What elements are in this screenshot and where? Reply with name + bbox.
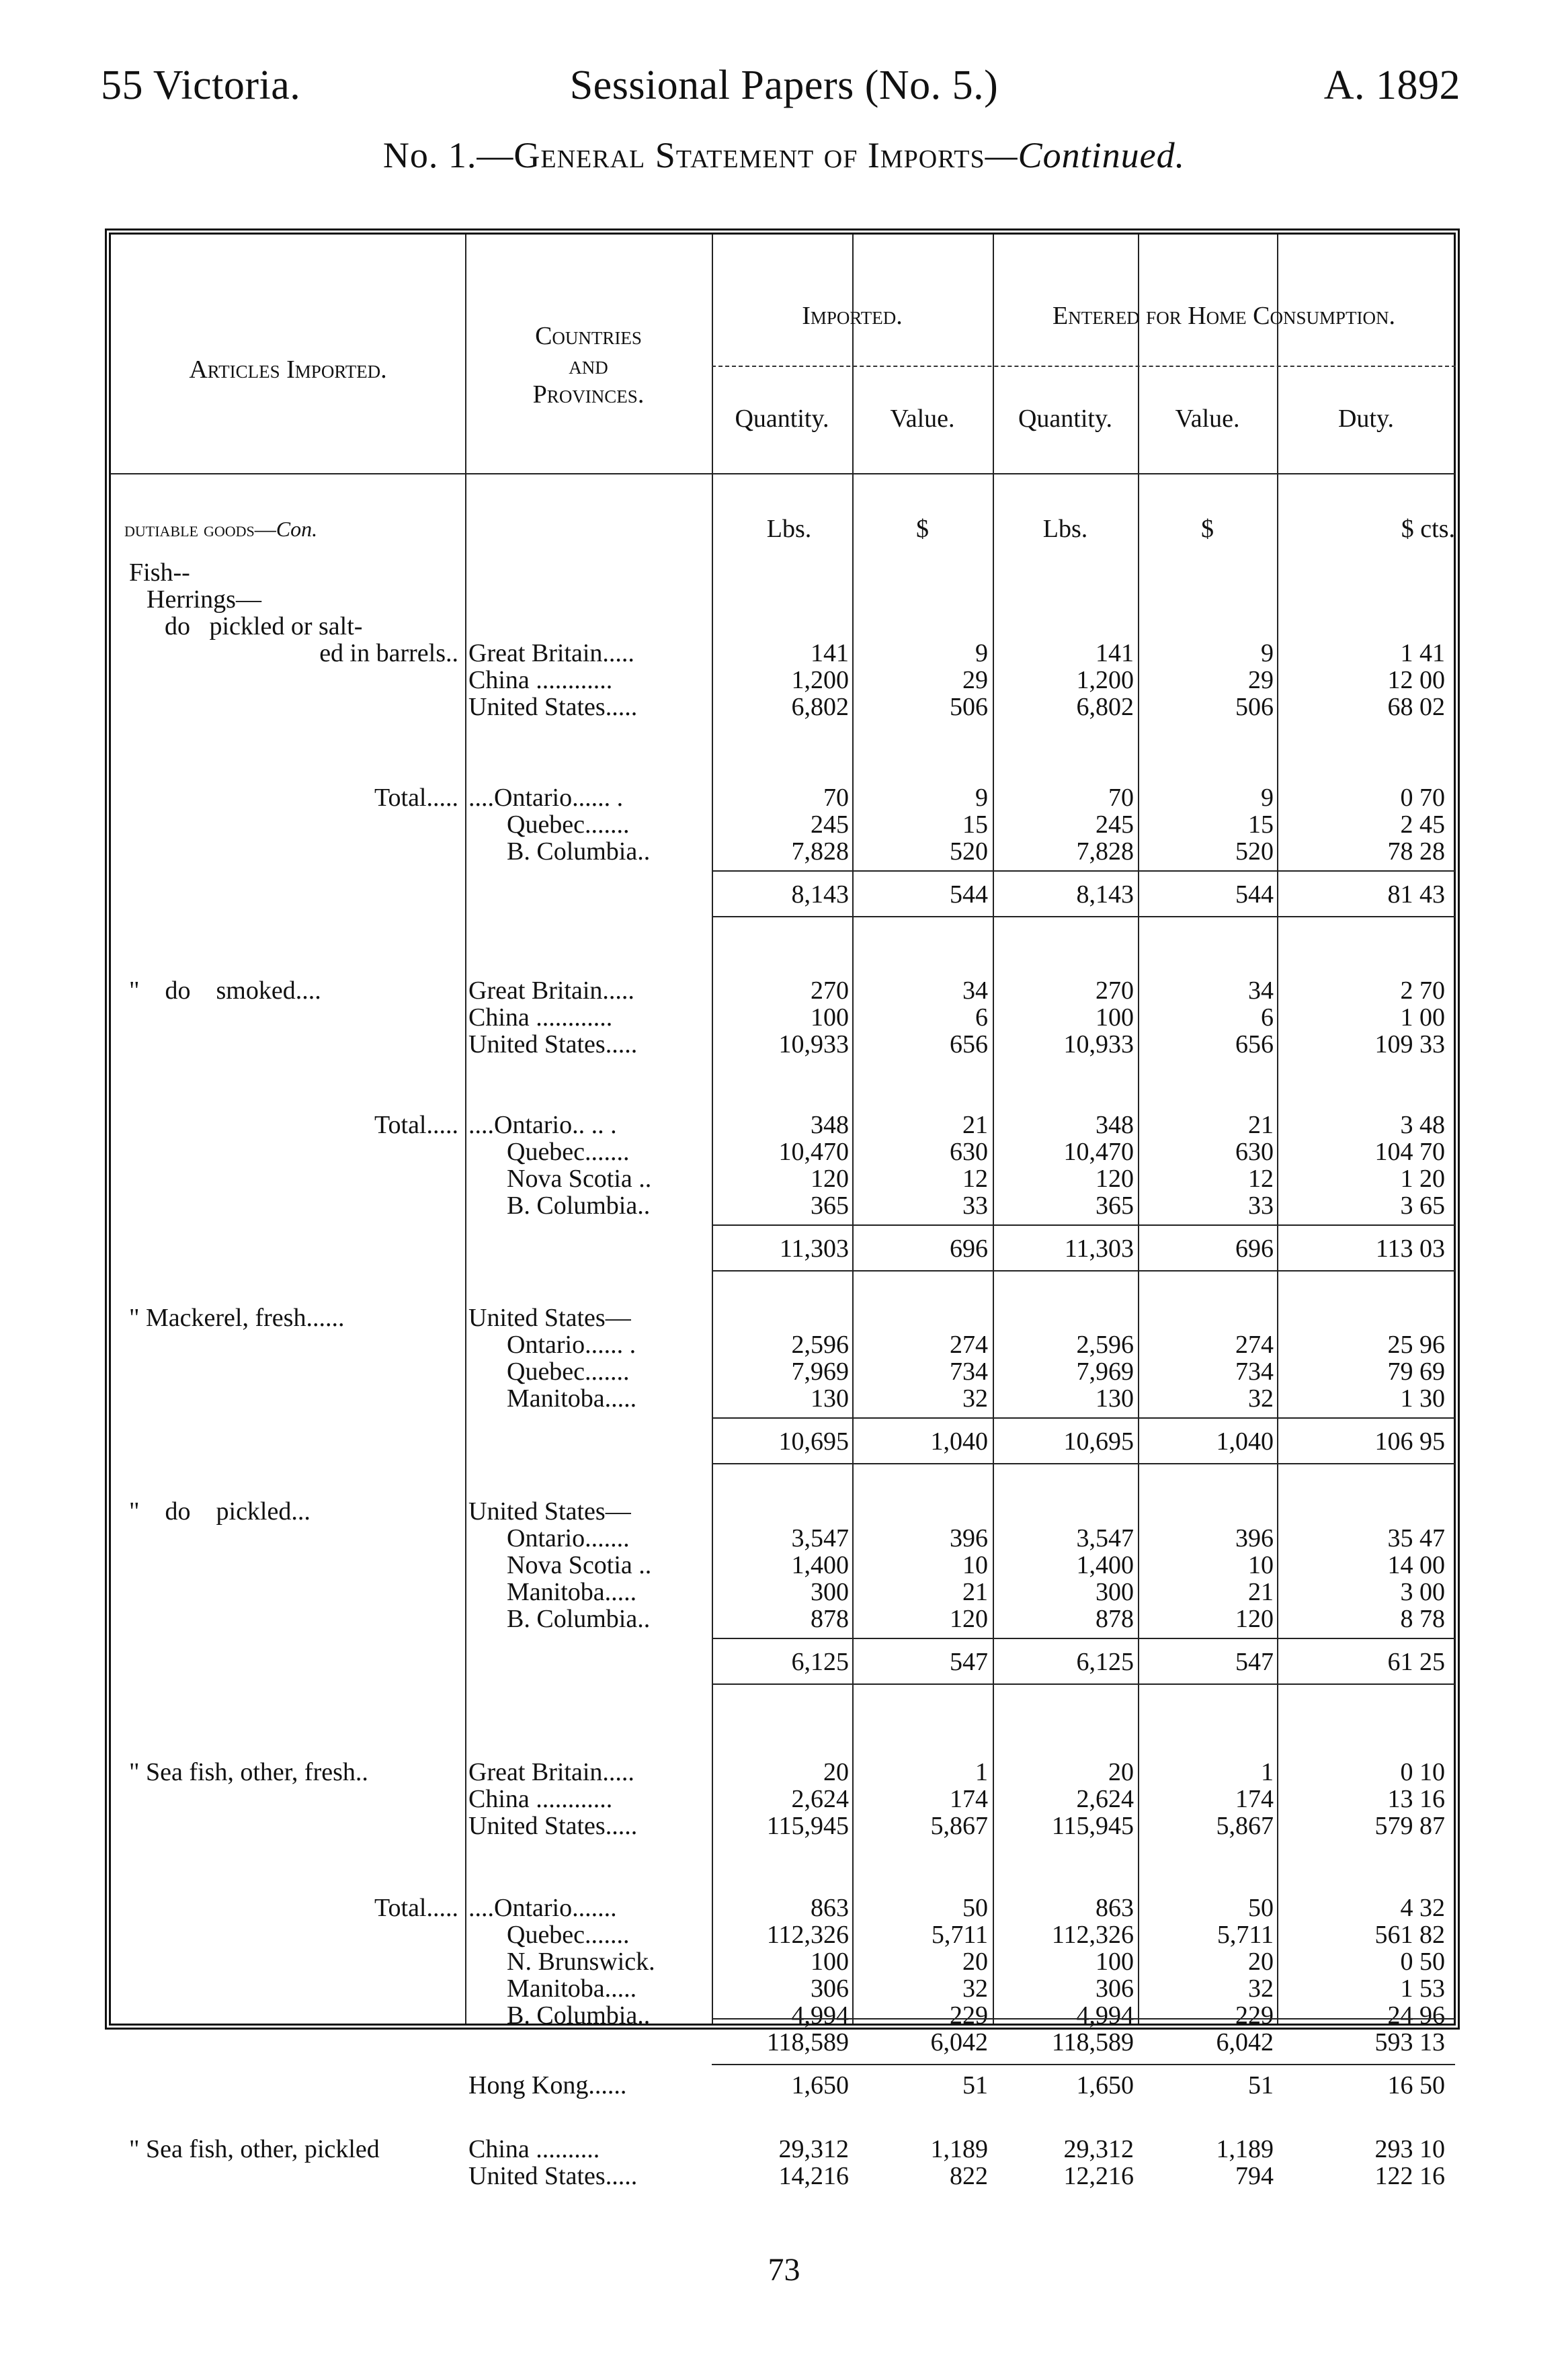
value-cell-q: 10,470 bbox=[778, 1138, 849, 1166]
value-cell-d: 25 96 bbox=[1387, 1331, 1445, 1359]
value-cell-q2: 1,200 bbox=[1076, 666, 1134, 694]
value-cell-d: 113 03 bbox=[1375, 1235, 1445, 1263]
value-cell-v2: 506 bbox=[1235, 693, 1274, 721]
value-cell-q: 2,624 bbox=[791, 1785, 849, 1813]
value-cell-v2: 396 bbox=[1235, 1524, 1274, 1552]
value-cell-v2: 5,867 bbox=[1216, 1812, 1274, 1840]
value-cell-d: 35 47 bbox=[1387, 1524, 1445, 1552]
label-herrings-pickled-2: ed in barrels.. bbox=[319, 639, 458, 667]
value-cell-d: 579 87 bbox=[1374, 1812, 1445, 1840]
value-cell-q: 300 bbox=[811, 1578, 849, 1606]
value-cell-v: 5,711 bbox=[931, 1921, 988, 1949]
col-quantity2: Quantity. bbox=[1018, 405, 1112, 433]
value-cell-d: 593 13 bbox=[1374, 2028, 1445, 2056]
label-seafish-fresh: " Sea fish, other, fresh.. bbox=[129, 1758, 368, 1786]
country-cell: Ontario...... . bbox=[468, 1331, 636, 1359]
value-cell-q: 130 bbox=[811, 1384, 849, 1413]
value-cell-q2: 7,969 bbox=[1076, 1358, 1134, 1386]
country-cell: Quebec....... bbox=[468, 810, 630, 839]
value-cell-q2: 1,650 bbox=[1076, 2071, 1134, 2099]
value-cell-v2: 1,189 bbox=[1216, 2135, 1274, 2163]
value-cell-d: 81 43 bbox=[1387, 880, 1445, 909]
rule-group bbox=[712, 366, 1456, 367]
value-cell-v2: 34 bbox=[1248, 976, 1274, 1005]
value-cell-q2: 130 bbox=[1096, 1384, 1134, 1413]
value-cell-v2: 656 bbox=[1235, 1030, 1274, 1058]
value-cell-v: 656 bbox=[950, 1030, 988, 1058]
value-cell-v: 822 bbox=[950, 2162, 988, 2190]
value-cell-q2: 6,802 bbox=[1076, 693, 1134, 721]
value-cell-d: 16 50 bbox=[1387, 2071, 1445, 2099]
value-cell-v2: 174 bbox=[1235, 1785, 1274, 1813]
value-cell-v: 29 bbox=[962, 666, 988, 694]
value-cell-v2: 29 bbox=[1248, 666, 1274, 694]
value-cell-v: 32 bbox=[962, 1384, 988, 1413]
value-cell-v2: 33 bbox=[1248, 1192, 1274, 1220]
value-cell-v: 9 bbox=[975, 784, 988, 812]
value-cell-q2: 100 bbox=[1096, 1948, 1134, 1976]
running-head-left: 55 Victoria. bbox=[101, 63, 301, 108]
value-cell-d: 61 25 bbox=[1387, 1648, 1445, 1676]
country-cell: Quebec....... bbox=[468, 1358, 630, 1386]
rule-header bbox=[111, 473, 1455, 474]
value-cell-d: 14 00 bbox=[1387, 1551, 1445, 1579]
value-cell-d: 3 00 bbox=[1400, 1578, 1445, 1606]
value-cell-q2: 365 bbox=[1096, 1192, 1134, 1220]
value-cell-v2: 520 bbox=[1235, 837, 1274, 866]
col-articles: Articles Imported. bbox=[189, 356, 387, 384]
value-cell-q2: 270 bbox=[1096, 976, 1134, 1005]
country-cell: United States— bbox=[468, 1304, 631, 1332]
value-cell-v2: 6,042 bbox=[1216, 2028, 1274, 2056]
value-cell-v: 10 bbox=[962, 1551, 988, 1579]
value-cell-v: 15 bbox=[962, 810, 988, 839]
value-cell-q2: 29,312 bbox=[1063, 2135, 1134, 2163]
rule-value bbox=[993, 235, 994, 2024]
value-cell-v: 32 bbox=[962, 1974, 988, 2003]
country-cell: B. Columbia.. bbox=[468, 837, 651, 866]
value-cell-v2: 10 bbox=[1248, 1551, 1274, 1579]
value-cell-v2: 5,711 bbox=[1216, 1921, 1274, 1949]
value-cell-v: 5,867 bbox=[930, 1812, 988, 1840]
value-cell-q2: 348 bbox=[1096, 1111, 1134, 1139]
country-cell: Great Britain..... bbox=[468, 976, 634, 1005]
value-cell-q2: 100 bbox=[1096, 1003, 1134, 1032]
value-cell-d: 68 02 bbox=[1387, 693, 1445, 721]
value-cell-q: 141 bbox=[811, 639, 849, 667]
value-cell-q: 245 bbox=[811, 810, 849, 839]
value-cell-q: 115,945 bbox=[766, 1812, 849, 1840]
value-cell-q2: 245 bbox=[1096, 810, 1134, 839]
country-cell: United States..... bbox=[468, 1030, 638, 1058]
value-cell-v2: 544 bbox=[1235, 880, 1274, 909]
value-cell-d: 109 33 bbox=[1374, 1030, 1445, 1058]
value-cell-v: 1 bbox=[975, 1758, 988, 1786]
value-cell-v2: 21 bbox=[1248, 1578, 1274, 1606]
value-cell-v: 33 bbox=[962, 1192, 988, 1220]
value-cell-v2: 547 bbox=[1235, 1648, 1274, 1676]
value-cell-q2: 2,596 bbox=[1076, 1331, 1134, 1359]
value-cell-q: 11,303 bbox=[779, 1235, 849, 1263]
country-cell: B. Columbia.. bbox=[468, 1192, 651, 1220]
value-cell-q: 120 bbox=[811, 1165, 849, 1193]
value-cell-v: 20 bbox=[962, 1948, 988, 1976]
country-cell: ....Ontario...... . bbox=[468, 784, 624, 812]
value-cell-d: 78 28 bbox=[1387, 837, 1445, 866]
label-fish: Fish-- bbox=[129, 558, 190, 587]
label-seafish-pickled: " Sea fish, other, pickled bbox=[129, 2135, 380, 2163]
value-cell-v2: 229 bbox=[1235, 2001, 1274, 2030]
value-cell-v2: 9 bbox=[1261, 639, 1274, 667]
value-cell-v2: 32 bbox=[1248, 1384, 1274, 1413]
unit-quantity2: Lbs. bbox=[1042, 515, 1088, 543]
value-cell-q2: 115,945 bbox=[1051, 1812, 1134, 1840]
country-cell: China ............ bbox=[468, 1785, 613, 1813]
value-cell-v2: 21 bbox=[1248, 1111, 1274, 1139]
country-cell: China ............ bbox=[468, 1003, 613, 1032]
value-cell-v: 696 bbox=[950, 1235, 988, 1263]
value-cell-d: 1 41 bbox=[1400, 639, 1445, 667]
value-cell-d: 3 65 bbox=[1400, 1192, 1445, 1220]
country-cell: Manitoba..... bbox=[468, 1974, 637, 2003]
value-cell-q2: 878 bbox=[1096, 1605, 1134, 1633]
value-cell-q: 6,125 bbox=[791, 1648, 849, 1676]
value-cell-v2: 696 bbox=[1235, 1235, 1274, 1263]
country-cell: United States..... bbox=[468, 693, 638, 721]
label-mackerel-fresh: " Mackerel, fresh...... bbox=[129, 1304, 345, 1332]
value-cell-v: 274 bbox=[950, 1331, 988, 1359]
value-cell-d: 1 00 bbox=[1400, 1003, 1445, 1032]
rule-countries bbox=[712, 235, 713, 2024]
country-cell: Hong Kong...... bbox=[468, 2071, 627, 2099]
value-cell-d: 0 10 bbox=[1400, 1758, 1445, 1786]
value-cell-d: 0 50 bbox=[1400, 1948, 1445, 1976]
statement-table bbox=[105, 228, 1460, 2190]
value-cell-v: 544 bbox=[950, 880, 988, 909]
label-mackerel-pickled: " do pickled... bbox=[129, 1497, 311, 1526]
value-cell-q: 306 bbox=[811, 1974, 849, 2003]
running-head-right: A. 1892 bbox=[1323, 63, 1460, 108]
country-cell: Manitoba..... bbox=[468, 1578, 637, 1606]
page-number: 73 bbox=[768, 2252, 800, 2288]
col-countries: Countries and Provinces. bbox=[532, 322, 645, 409]
value-cell-q2: 11,303 bbox=[1064, 1235, 1134, 1263]
value-cell-q2: 10,470 bbox=[1063, 1138, 1134, 1166]
value-cell-v2: 32 bbox=[1248, 1974, 1274, 2003]
value-cell-v: 396 bbox=[950, 1524, 988, 1552]
value-cell-q2: 300 bbox=[1096, 1578, 1134, 1606]
country-cell: Manitoba..... bbox=[468, 1384, 637, 1413]
value-cell-v: 9 bbox=[975, 639, 988, 667]
total-rule bbox=[712, 1224, 1455, 1226]
value-cell-d: 0 70 bbox=[1400, 784, 1445, 812]
value-cell-q: 20 bbox=[823, 1758, 849, 1786]
unit-value2: $ bbox=[1201, 515, 1214, 543]
value-cell-q: 1,650 bbox=[791, 2071, 849, 2099]
value-cell-d: 2 45 bbox=[1400, 810, 1445, 839]
value-cell-v: 174 bbox=[950, 1785, 988, 1813]
value-cell-v2: 9 bbox=[1261, 784, 1274, 812]
value-cell-d: 106 95 bbox=[1374, 1427, 1445, 1456]
value-cell-q2: 6,125 bbox=[1076, 1648, 1134, 1676]
value-cell-q: 7,969 bbox=[791, 1358, 849, 1386]
value-cell-d: 3 48 bbox=[1400, 1111, 1445, 1139]
value-cell-d: 12 00 bbox=[1387, 666, 1445, 694]
value-cell-q2: 118,589 bbox=[1051, 2028, 1134, 2056]
running-head-center: Sessional Papers (No. 5.) bbox=[569, 63, 999, 108]
value-cell-q2: 141 bbox=[1096, 639, 1134, 667]
country-cell: Nova Scotia .. bbox=[468, 1165, 652, 1193]
section-label: dutiable goods—Con. bbox=[124, 517, 318, 541]
value-cell-q: 270 bbox=[811, 976, 849, 1005]
value-cell-d: 1 20 bbox=[1400, 1165, 1445, 1193]
value-cell-q: 10,933 bbox=[778, 1030, 849, 1058]
value-cell-q: 4,994 bbox=[791, 2001, 849, 2030]
table-title: No. 1.—General Statement of Imports—Continued. bbox=[382, 135, 1186, 175]
value-cell-q2: 70 bbox=[1108, 784, 1134, 812]
value-cell-d: 1 30 bbox=[1400, 1384, 1445, 1413]
value-cell-v2: 1,040 bbox=[1216, 1427, 1274, 1456]
value-cell-v: 6 bbox=[975, 1003, 988, 1032]
total-rule bbox=[712, 1638, 1455, 1639]
value-cell-v: 34 bbox=[962, 976, 988, 1005]
value-cell-q: 6,802 bbox=[791, 693, 849, 721]
country-cell: Quebec....... bbox=[468, 1138, 630, 1166]
value-cell-v: 21 bbox=[962, 1111, 988, 1139]
col-duty: Duty. bbox=[1337, 405, 1395, 433]
total-rule bbox=[712, 870, 1455, 872]
value-cell-q: 100 bbox=[811, 1948, 849, 1976]
group-imported: Imported. bbox=[802, 302, 903, 330]
value-cell-v2: 20 bbox=[1248, 1948, 1274, 1976]
value-cell-v2: 15 bbox=[1248, 810, 1274, 839]
total-rule bbox=[712, 1463, 1455, 1464]
value-cell-v: 547 bbox=[950, 1648, 988, 1676]
value-cell-v: 120 bbox=[950, 1605, 988, 1633]
total-rule bbox=[712, 2064, 1455, 2065]
value-cell-q: 365 bbox=[811, 1192, 849, 1220]
total-rule bbox=[712, 1683, 1455, 1685]
value-cell-q2: 8,143 bbox=[1076, 880, 1134, 909]
value-cell-q2: 20 bbox=[1108, 1758, 1134, 1786]
value-cell-q2: 120 bbox=[1096, 1165, 1134, 1193]
value-cell-q: 878 bbox=[811, 1605, 849, 1633]
value-cell-v2: 6 bbox=[1261, 1003, 1274, 1032]
value-cell-d: 2 70 bbox=[1400, 976, 1445, 1005]
value-cell-d: 104 70 bbox=[1374, 1138, 1445, 1166]
label-total: Total..... bbox=[374, 1111, 458, 1139]
country-cell: United States..... bbox=[468, 2162, 638, 2190]
country-cell: Great Britain..... bbox=[468, 639, 634, 667]
value-cell-q: 14,216 bbox=[778, 2162, 849, 2190]
value-cell-v2: 51 bbox=[1248, 2071, 1274, 2099]
value-cell-q2: 2,624 bbox=[1076, 1785, 1134, 1813]
label-total: Total..... bbox=[374, 784, 458, 812]
country-cell: ....Ontario....... bbox=[468, 1894, 617, 1922]
value-cell-q: 348 bbox=[811, 1111, 849, 1139]
value-cell-d: 1 53 bbox=[1400, 1974, 1445, 2003]
value-cell-v: 50 bbox=[962, 1894, 988, 1922]
label-total: Total..... bbox=[374, 1894, 458, 1922]
value-cell-q: 8,143 bbox=[791, 880, 849, 909]
col-value: Value. bbox=[890, 405, 955, 433]
total-rule bbox=[712, 916, 1455, 917]
total-rule bbox=[712, 1417, 1455, 1419]
unit-value: $ bbox=[916, 515, 929, 543]
unit-quantity: Lbs. bbox=[766, 515, 812, 543]
value-cell-q2: 10,695 bbox=[1063, 1427, 1134, 1456]
value-cell-q2: 7,828 bbox=[1076, 837, 1134, 866]
value-cell-q2: 306 bbox=[1096, 1974, 1134, 2003]
value-cell-d: 79 69 bbox=[1387, 1358, 1445, 1386]
total-rule bbox=[712, 1270, 1455, 1272]
country-cell: ....Ontario.. .. . bbox=[468, 1111, 617, 1139]
value-cell-v: 6,042 bbox=[930, 2028, 988, 2056]
value-cell-d: 293 10 bbox=[1374, 2135, 1445, 2163]
value-cell-q2: 4,994 bbox=[1076, 2001, 1134, 2030]
country-cell: Nova Scotia .. bbox=[468, 1551, 652, 1579]
value-cell-v: 506 bbox=[950, 693, 988, 721]
value-cell-v2: 734 bbox=[1235, 1358, 1274, 1386]
total-rule bbox=[712, 2018, 1455, 2020]
country-cell: Ontario....... bbox=[468, 1524, 630, 1552]
value-cell-q2: 3,547 bbox=[1076, 1524, 1134, 1552]
value-cell-q: 10,695 bbox=[778, 1427, 849, 1456]
country-cell: China ............ bbox=[468, 666, 613, 694]
value-cell-v2: 50 bbox=[1248, 1894, 1274, 1922]
value-cell-q2: 112,326 bbox=[1051, 1921, 1134, 1949]
value-cell-d: 561 82 bbox=[1374, 1921, 1445, 1949]
value-cell-v: 21 bbox=[962, 1578, 988, 1606]
col-value2: Value. bbox=[1175, 405, 1240, 433]
country-cell: Quebec....... bbox=[468, 1921, 630, 1949]
country-cell: Great Britain..... bbox=[468, 1758, 634, 1786]
value-cell-v2: 794 bbox=[1235, 2162, 1274, 2190]
value-cell-v: 1,040 bbox=[930, 1427, 988, 1456]
value-cell-d: 4 32 bbox=[1400, 1894, 1445, 1922]
country-cell: China .......... bbox=[468, 2135, 600, 2163]
value-cell-v2: 120 bbox=[1235, 1605, 1274, 1633]
value-cell-d: 24 96 bbox=[1387, 2001, 1445, 2030]
label-herrings-smoked: " do smoked.... bbox=[129, 976, 321, 1005]
value-cell-d: 13 16 bbox=[1387, 1785, 1445, 1813]
value-cell-q: 112,326 bbox=[766, 1921, 849, 1949]
value-cell-v2: 630 bbox=[1235, 1138, 1274, 1166]
label-herrings: Herrings— bbox=[147, 585, 261, 614]
value-cell-q: 29,312 bbox=[778, 2135, 849, 2163]
value-cell-v: 734 bbox=[950, 1358, 988, 1386]
value-cell-q: 70 bbox=[823, 784, 849, 812]
value-cell-q: 863 bbox=[811, 1894, 849, 1922]
value-cell-q: 7,828 bbox=[791, 837, 849, 866]
country-cell: United States— bbox=[468, 1497, 631, 1526]
value-cell-v2: 12 bbox=[1248, 1165, 1274, 1193]
value-cell-q2: 863 bbox=[1096, 1894, 1134, 1922]
rule-articles bbox=[465, 235, 466, 2024]
value-cell-q2: 1,400 bbox=[1076, 1551, 1134, 1579]
unit-duty: $ cts. bbox=[1401, 515, 1455, 543]
rule-value2 bbox=[1277, 235, 1278, 2024]
value-cell-q: 1,400 bbox=[791, 1551, 849, 1579]
group-entered: Entered for Home Consumption. bbox=[1052, 302, 1396, 330]
value-cell-q: 118,589 bbox=[766, 2028, 849, 2056]
value-cell-v: 520 bbox=[950, 837, 988, 866]
value-cell-d: 122 16 bbox=[1374, 2162, 1445, 2190]
country-cell: B. Columbia.. bbox=[468, 1605, 651, 1633]
value-cell-q2: 10,933 bbox=[1063, 1030, 1134, 1058]
country-cell: B. Columbia.. bbox=[468, 2001, 651, 2030]
value-cell-v2: 274 bbox=[1235, 1331, 1274, 1359]
value-cell-v2: 1 bbox=[1261, 1758, 1274, 1786]
col-quantity: Quantity. bbox=[735, 405, 829, 433]
value-cell-v: 1,189 bbox=[930, 2135, 988, 2163]
value-cell-q: 1,200 bbox=[791, 666, 849, 694]
value-cell-v: 12 bbox=[962, 1165, 988, 1193]
value-cell-q: 100 bbox=[811, 1003, 849, 1032]
value-cell-q: 2,596 bbox=[791, 1331, 849, 1359]
value-cell-v: 630 bbox=[950, 1138, 988, 1166]
value-cell-v: 229 bbox=[950, 2001, 988, 2030]
label-herrings-pickled: do pickled or salt- bbox=[165, 612, 363, 640]
country-cell: N. Brunswick. bbox=[468, 1948, 655, 1976]
value-cell-v: 51 bbox=[962, 2071, 988, 2099]
value-cell-q2: 12,216 bbox=[1063, 2162, 1134, 2190]
country-cell: United States..... bbox=[468, 1812, 638, 1840]
value-cell-d: 8 78 bbox=[1400, 1605, 1445, 1633]
value-cell-q: 3,547 bbox=[791, 1524, 849, 1552]
